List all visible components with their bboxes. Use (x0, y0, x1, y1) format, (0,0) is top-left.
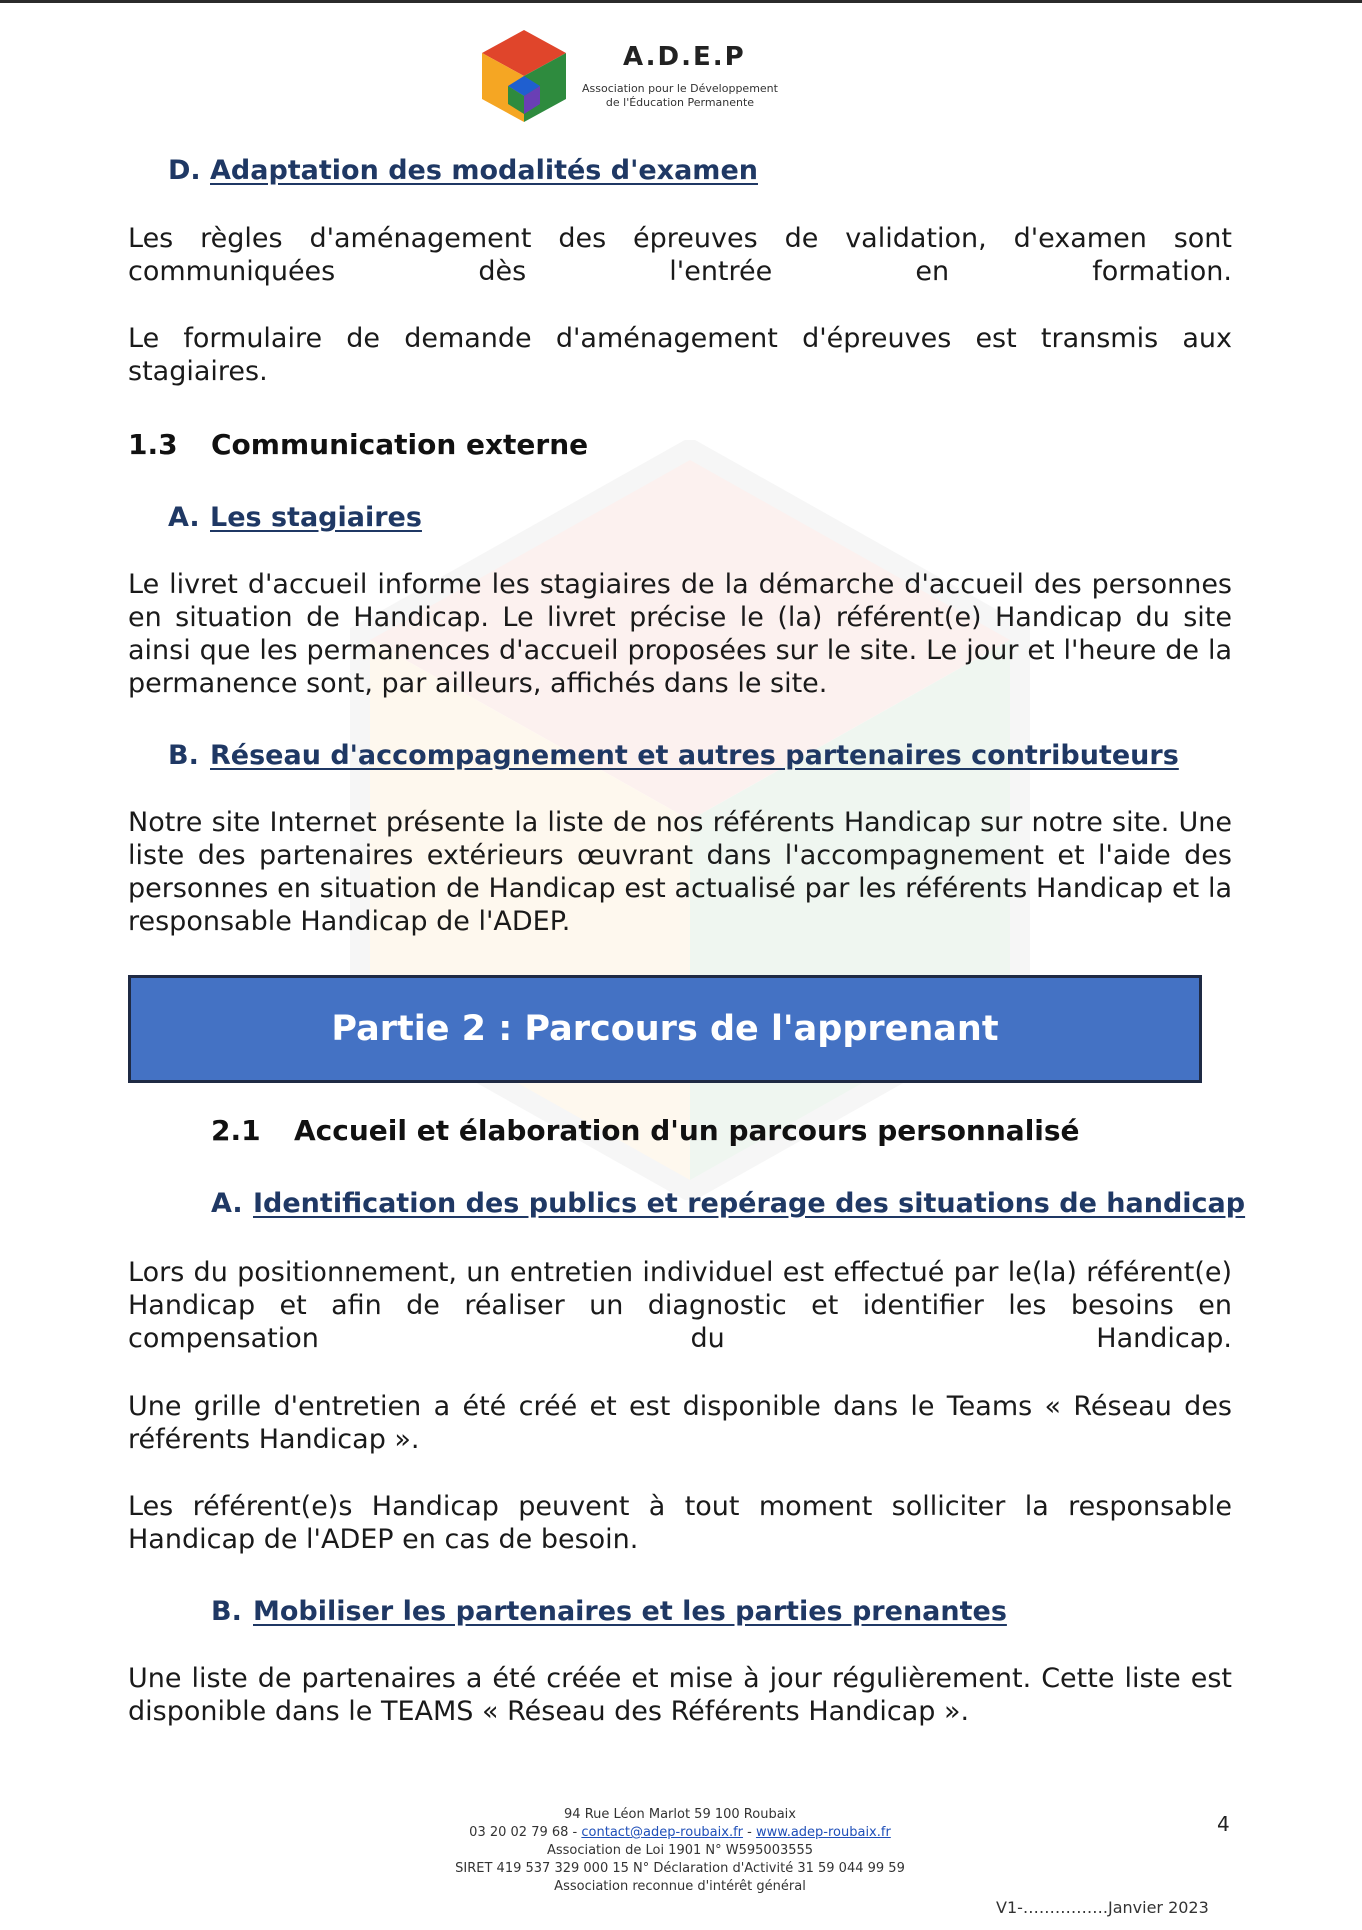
section-a1-heading (168, 502, 422, 533)
section-2-1-number: 2.1 (211, 1114, 261, 1147)
section-d-letter: D. (168, 155, 201, 186)
section-1-3-title: Communication externe (211, 428, 589, 461)
section-d-paragraph-2: Le formulaire de demande d'aménagement d'épreuves est transmis aux stagiaires. (128, 323, 1232, 387)
section-b2-paragraph: Une liste de partenaires a été créée et mise à jour régulièrement. Cette liste est disponible dans le TEAMS « Réseau des Référents Handicap ». (128, 1663, 1232, 1727)
section-b2-title: Mobiliser les partenaires et les parties prenantes (253, 1596, 1007, 1627)
header-logo (478, 22, 788, 132)
section-a2-paragraph-1: Lors du positionnement, un entretien individuel est effectué par le(la) référent(e) Handicap et afin de réaliser un diagnostic et identifier les besoins en compensation du Handicap. (128, 1257, 1232, 1354)
section-a1-letter: A. (168, 502, 200, 533)
footer-association: Association de Loi 1901 N° W595003555 (546, 1843, 814, 1858)
logo-subtitle-line2: de l'Éducation Permanente (605, 96, 755, 109)
section-a1-title: Les stagiaires (210, 502, 422, 533)
footer-phone: 03 20 02 79 68 - (469, 1825, 582, 1840)
section-a2-letter: A. (211, 1188, 243, 1219)
footer-siret: SIRET 419 537 329 000 15 N° Déclaration d'Activité 31 59 044 99 59 (455, 1861, 905, 1876)
footer-public-interest: Association reconnue d'intérêt général (554, 1879, 806, 1894)
footer-address: 94 Rue Léon Marlot 59 100 Roubaix (564, 1807, 796, 1822)
section-b2-heading (211, 1596, 1007, 1627)
footer-contact-line (420, 1824, 940, 1842)
part-2-banner-title: Partie 2 : Parcours de l'apprenant (331, 1009, 999, 1049)
section-b2-letter: B. (211, 1596, 242, 1627)
section-d-heading (168, 155, 758, 186)
top-border (0, 0, 1362, 3)
section-2-1-heading (211, 1114, 1080, 1147)
section-a2-paragraph-2: Une grille d'entretien a été créé et est disponible dans le Teams « Réseau des référents Handicap ». (128, 1391, 1232, 1455)
section-a1-paragraph: Le livret d'accueil informe les stagiaires de la démarche d'accueil des personnes en situation de Handicap. Le livret précise le (la) référent(e) Handicap du site ainsi que les permanences d'accueil proposées sur le site. Le jour et l'heure de la permanence sont, par ailleurs, affichés dans le site. (128, 569, 1232, 699)
section-1-3-heading (128, 428, 588, 461)
part-2-banner (128, 975, 1202, 1083)
version-label: V1-…………….Janvier 2023 (996, 1898, 1209, 1917)
footer-email-link[interactable]: contact@adep-roubaix.fr (581, 1825, 744, 1840)
section-1-3-number: 1.3 (128, 428, 178, 461)
logo-subtitle (580, 82, 780, 110)
section-a2-heading (211, 1188, 1245, 1219)
section-b1-letter: B. (168, 740, 199, 771)
section-a2-title: Identification des publics et repérage des situations de handicap (253, 1188, 1246, 1219)
footer-separator: - (743, 1825, 756, 1840)
section-b1-paragraph: Notre site Internet présente la liste de nos référents Handicap sur notre site. Une liste des partenaires extérieurs œuvrant dans l'accompagnement et l'aide des personnes en situation de Handicap est actualisé par les référents Handicap et la responsable Handicap de l'ADEP. (128, 807, 1232, 937)
page-footer (420, 1806, 940, 1896)
footer-website-link[interactable]: www.adep-roubaix.fr (755, 1825, 891, 1840)
logo-subtitle-line1: Association pour le Développement (582, 82, 778, 95)
section-2-1-title: Accueil et élaboration d'un parcours personnalisé (294, 1114, 1080, 1147)
logo-title: A.D.E.P (623, 42, 746, 72)
section-b1-heading (168, 740, 1179, 771)
adep-cube-icon (478, 26, 570, 126)
section-d-paragraph-1: Les règles d'aménagement des épreuves de validation, d'examen sont communiquées dès l'entrée en formation. (128, 223, 1232, 287)
page-number: 4 (1217, 1812, 1230, 1836)
section-d-title: Adaptation des modalités d'examen (210, 155, 758, 186)
section-b1-title: Réseau d'accompagnement et autres partenaires contributeurs (210, 740, 1179, 771)
section-a2-paragraph-3: Les référent(e)s Handicap peuvent à tout moment solliciter la responsable Handicap de l'ADEP en cas de besoin. (128, 1491, 1232, 1555)
